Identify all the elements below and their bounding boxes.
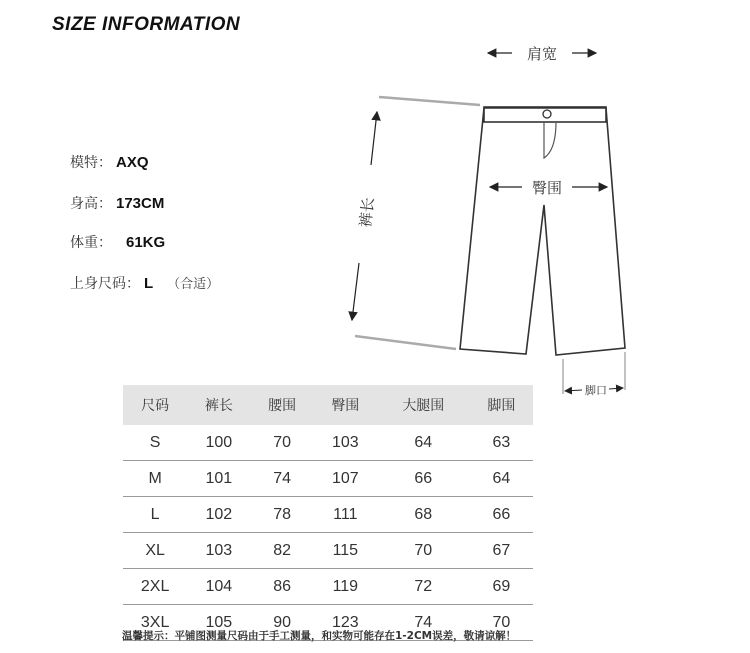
waist-cell: 70 [250, 425, 313, 461]
hip-cell: 119 [314, 569, 377, 605]
height-label: 身高： [70, 196, 112, 212]
header-size: 尺码 [123, 385, 187, 425]
hip-cell: 123 [314, 605, 377, 641]
thigh-cell: 68 [377, 497, 470, 533]
size-cell: M [123, 461, 187, 497]
length-guide-bottom [355, 336, 456, 349]
model-label: 模特： [70, 155, 112, 171]
pocket [544, 122, 556, 158]
shoulder-label: 肩宽 [526, 45, 558, 63]
table-row [123, 569, 533, 605]
size-cell: S [123, 425, 187, 461]
length-label: 裤长 [356, 196, 378, 229]
size-value: L [144, 275, 154, 292]
pants-outline [460, 108, 625, 355]
size-cell: 3XL [123, 605, 187, 641]
size-cell: L [123, 497, 187, 533]
hip-cell: 103 [314, 425, 377, 461]
size-table-header [123, 385, 533, 425]
weight-value: 61KG [126, 234, 166, 251]
hem-arrow-right [609, 388, 623, 389]
table-row [123, 425, 533, 461]
button-icon [543, 110, 551, 118]
thigh-cell: 70 [377, 533, 470, 569]
length-cell: 101 [187, 461, 250, 497]
size-cell: XL [123, 533, 187, 569]
size-note: （合适） [167, 277, 220, 292]
size-table [123, 385, 533, 641]
header-waist: 腰围 [250, 385, 313, 425]
table-row [123, 497, 533, 533]
length-cell: 104 [187, 569, 250, 605]
hem-cell: 67 [470, 533, 533, 569]
length-arrow-down [352, 263, 359, 320]
length-guide-top [379, 97, 480, 105]
hem-cell: 66 [470, 497, 533, 533]
waist-cell: 74 [250, 461, 313, 497]
hip-cell: 111 [314, 497, 377, 533]
hem-cell: 63 [470, 425, 533, 461]
hip-cell: 115 [314, 533, 377, 569]
waist-cell: 86 [250, 569, 313, 605]
hem-cell: 64 [470, 461, 533, 497]
weight-label: 体重： [70, 235, 112, 251]
hip-label: 臀围 [531, 179, 563, 197]
thigh-cell: 64 [377, 425, 470, 461]
hip-cell: 107 [314, 461, 377, 497]
hem-arrow-left [565, 390, 582, 391]
length-arrow-up [371, 112, 377, 165]
waist-cell: 90 [250, 605, 313, 641]
page-title: SIZE INFORMATION [52, 14, 241, 35]
height-value: 173CM [116, 195, 165, 212]
hem-label: 脚口 [585, 384, 607, 397]
header-length: 裤长 [187, 385, 250, 425]
thigh-cell: 66 [377, 461, 470, 497]
header-thigh: 大腿围 [377, 385, 470, 425]
waist-cell: 78 [250, 497, 313, 533]
thigh-cell: 74 [377, 605, 470, 641]
model-value: AXQ [116, 154, 149, 171]
measurement-note: 温馨提示：平铺图测量尺码由于手工测量，和实物可能存在1-2CM误差，敬请谅解！ [122, 630, 517, 642]
hem-cell: 69 [470, 569, 533, 605]
table-row [123, 461, 533, 497]
hem-cell: 70 [470, 605, 533, 641]
length-cell: 103 [187, 533, 250, 569]
header-hip: 臀围 [314, 385, 377, 425]
table-row [123, 533, 533, 569]
thigh-cell: 72 [377, 569, 470, 605]
waist-cell: 82 [250, 533, 313, 569]
length-cell: 100 [187, 425, 250, 461]
size-label: 上身尺码： [70, 276, 140, 292]
header-hem: 脚围 [470, 385, 533, 425]
size-cell: 2XL [123, 569, 187, 605]
length-cell: 102 [187, 497, 250, 533]
length-cell: 105 [187, 605, 250, 641]
